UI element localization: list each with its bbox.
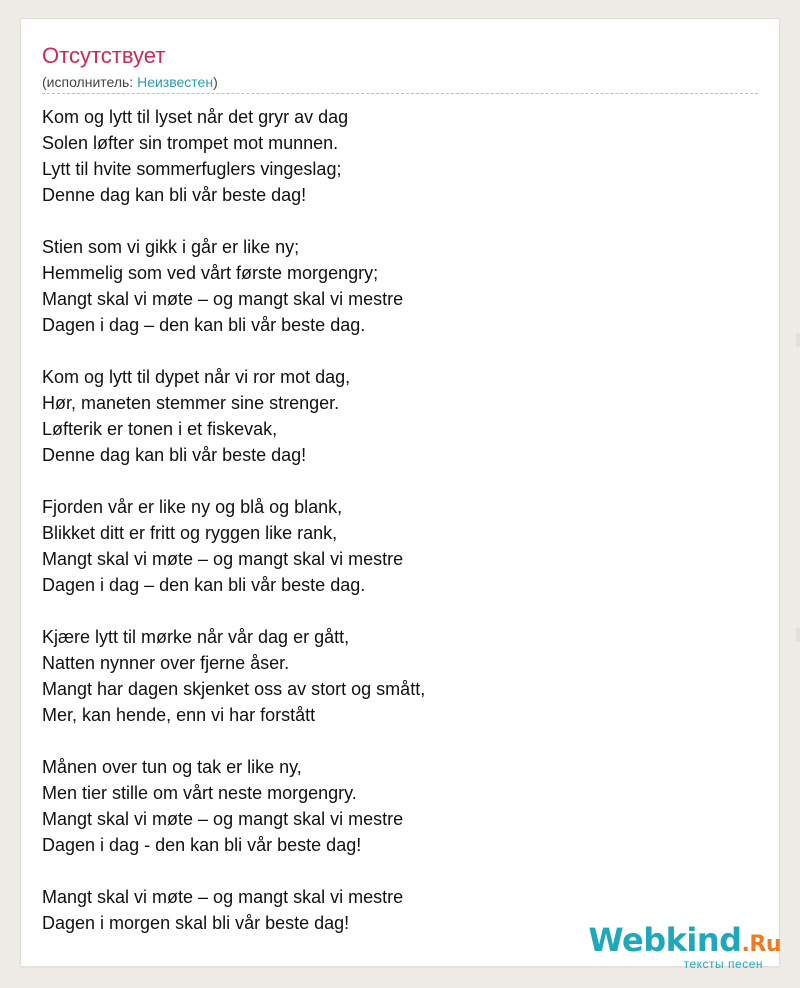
lyric-line: Dagen i dag – den kan bli vår beste dag. — [42, 315, 366, 335]
lyric-line: Kom og lytt til lyset når det gryr av dag — [42, 107, 349, 127]
lyric-line: Lytt til hvite sommerfuglers vingeslag; — [42, 159, 342, 179]
stanza — [42, 234, 425, 338]
stanza — [42, 754, 425, 858]
lyric-line: Mangt skal vi møte – og mangt skal vi mestre — [42, 549, 404, 569]
lyric-line: Løfterik er tonen i et fiskevak, — [42, 419, 278, 439]
lyric-line: Dagen i morgen skal bli vår beste dag! — [42, 913, 350, 933]
lyric-line: Denne dag kan bli vår beste dag! — [42, 445, 307, 465]
lyrics-card — [21, 19, 781, 971]
lyric-line: Hemmelig som ved vårt første morgengry; — [42, 263, 379, 283]
page-edge-mark — [796, 333, 800, 347]
lyric-line: Stien som vi gikk i går er like ny; — [42, 237, 300, 257]
logo-ru-text: .Ru — [741, 932, 781, 957]
webkind-logo[interactable] — [581, 921, 781, 971]
stanza — [42, 494, 425, 598]
lyric-line: Kjære lytt til mørke når vår dag er gått, — [42, 627, 350, 647]
stanza — [42, 884, 425, 936]
lyric-line: Mangt skal vi møte – og mangt skal vi mestre — [42, 809, 404, 829]
page-edge-mark — [796, 628, 800, 642]
lyric-line: Denne dag kan bli vår beste dag! — [42, 185, 307, 205]
lyric-line: Fjorden vår er like ny og blå og blank, — [42, 497, 343, 517]
logo-main-text: Webkind — [588, 921, 742, 959]
lyric-line: Mer, kan hende, enn vi har forstått — [42, 705, 316, 725]
lyric-line: Mangt skal vi møte – og mangt skal vi mestre — [42, 289, 404, 309]
stanza — [42, 364, 425, 468]
artist-link[interactable]: Неизвестен — [137, 74, 214, 90]
lyric-line: Mangt har dagen skjenket oss av stort og smått, — [42, 679, 426, 699]
lyric-line: Men tier stille om vårt neste morgengry. — [42, 783, 357, 803]
artist-suffix: ) — [213, 74, 218, 90]
stanza — [42, 104, 425, 208]
lyric-line: Dagen i dag – den kan bli vår beste dag. — [42, 575, 366, 595]
stanza — [42, 624, 425, 728]
lyric-line: Blikket ditt er fritt og ryggen like rank, — [42, 523, 338, 543]
artist-prefix: (исполнитель: — [42, 74, 138, 90]
logo-tagline: тексты песен — [683, 957, 763, 971]
lyrics-text — [42, 104, 425, 962]
lyric-line: Solen løfter sin trompet mot munnen. — [42, 133, 339, 153]
artist-line — [42, 73, 218, 91]
lyric-line: Hør, maneten stemmer sine strenger. — [42, 393, 340, 413]
lyric-line: Natten nynner over fjerne åser. — [42, 653, 290, 673]
song-title: Отсутствует — [42, 43, 166, 68]
lyric-line: Dagen i dag - den kan bli vår beste dag! — [42, 835, 362, 855]
lyric-line: Kom og lytt til dypet når vi ror mot dag, — [42, 367, 351, 387]
title-divider — [42, 93, 758, 94]
lyric-line: Mangt skal vi møte – og mangt skal vi mestre — [42, 887, 404, 907]
lyric-line: Månen over tun og tak er like ny, — [42, 757, 302, 777]
